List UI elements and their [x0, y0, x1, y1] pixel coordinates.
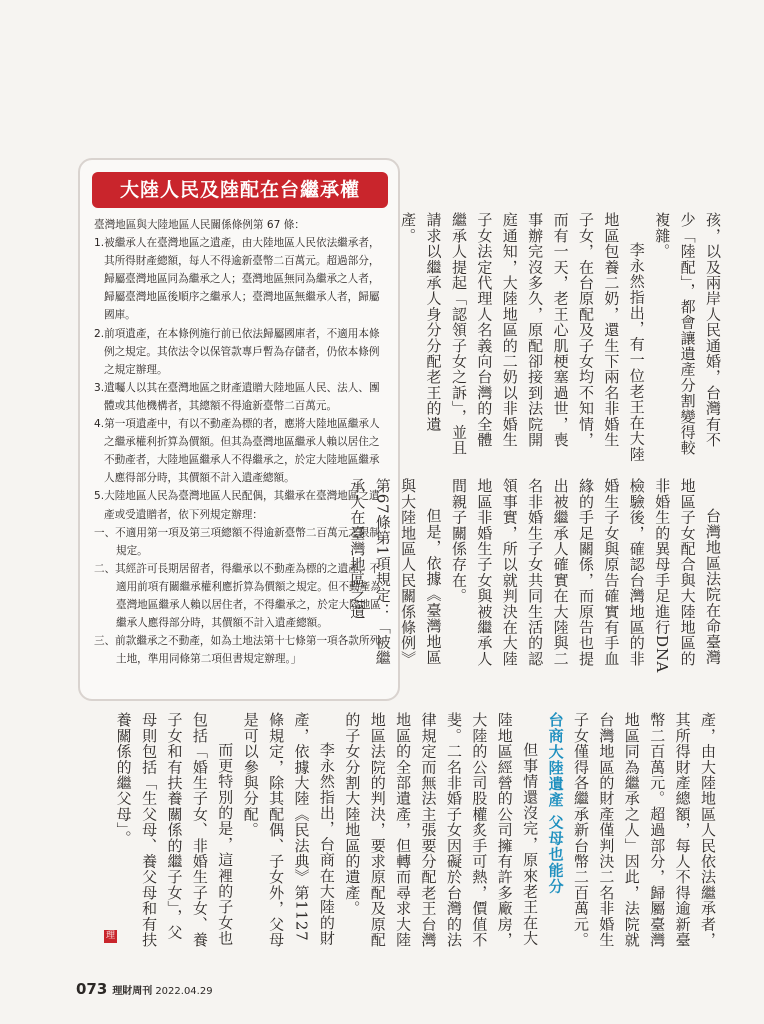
end-mark-icon: 理 [105, 931, 115, 941]
article-column-bottom [100, 712, 720, 952]
law-item: 3.遺囑人以其在臺灣地區之財產遺贈大陸地區人民、法人、團體或其他機構者，其總額不得逾新臺幣二百萬元。 [94, 381, 380, 412]
law-item: 2.前項遺產，在本條例施行前已依法歸屬國庫者，不適用本條例之規定。其依法令以保管款專戶暫為存儲者，仍依本條例之規定辦理。 [94, 327, 380, 376]
page-footer [76, 979, 213, 999]
article-paragraph: 台灣地區法院在命臺灣地區子女配合與大陸地區的非婚生的異母手足進行DNA檢驗後，確認台灣地區的非婚生子女與原告確實有手血緣的手足關係，而原告也提出被繼承人確實在大陸與二名非婚生子女共同生活的認領事實，所以就判決在大陸地區非婚生子女與被繼承人間親子關係存在。 [449, 478, 722, 674]
law-subitem: 一、不適用第一項及第三項總額不得逾新臺幣二百萬元之限制規定。 [94, 526, 381, 557]
sidebar-title: 大陸人民及陸配在台繼承權 [92, 172, 388, 208]
law-item: 4.第一項遺產中，有以不動產為標的者，應將大陸地區繼承人之繼承權利折算為價額。但其為臺灣地區繼承人賴以居住之不動產者，大陸地區繼承人不得繼承之，於定大陸地區繼承人應得部分時，其價額不計入遺產總額。 [94, 418, 380, 485]
article-paragraph: 李永然指出，有一位老王在大陸地區包養二奶，還生下兩名非婚生子女，在台原配及子女均不知情，而有一天，老王心肌梗塞過世，喪事辦完沒多久，原配卻接到法院開庭通知，大陸地區的二奶以非婚生子女法定代理人名義向台灣的全體繼承人提起「認領子女之訴」，並且請求以繼承人身分分配老王的遺產。 [399, 212, 646, 462]
page-number: 073 [76, 980, 108, 998]
article-paragraph: 但是，依據《臺灣地區與大陸地區人民關係條例》第67條第1項規定：「被繼承人在臺灣地區之遺 [348, 478, 443, 667]
article-column-middle [348, 478, 725, 678]
issue-date: 2022.04.29 [155, 986, 213, 997]
article-paragraph: 孩，以及兩岸人民通婚，台灣有不少「陸配」，都會讓遺產分割變得較複雜。 [653, 212, 722, 456]
article-paragraph: 但事情還沒完，原來老王在大陸地區經營的公司擁有許多廠房，大陸的公司股權炙手可熱，價值不斐。二名非婚子女因礙於台灣的法律規定而無法主張要分配老王台灣地區的全部遺產，但轉而尋求大陸地區法院的判決，要求原配及原配的子女分割大陸地區的遺產。 [343, 712, 540, 948]
section-subhead [542, 712, 567, 952]
subhead-text: 台商大陸遺產 父母也能分 [546, 712, 565, 895]
magazine-name: 理財周刊 [112, 986, 153, 997]
law-item: 5.大陸地區人民為臺灣地區人民配偶，其繼承在臺灣地區之遺產或受遺贈者，依下列規定辦理： [94, 490, 380, 521]
law-item: 1.被繼承人在臺灣地區之遺產，由大陸地區人民依法繼承者，其所得財產總額，每人不得逾新臺幣二百萬元。超過部分，歸屬臺灣地區同為繼承之人；臺灣地區無同為繼承之人者，歸屬臺灣地區後順序之繼承人；臺灣地區無繼承人者，歸屬國庫。 [94, 237, 380, 322]
article-paragraph: 而更特別的是，這裡的子女也包括「婚生子女、非婚生子女、養子女和有扶養關係的繼子女」，父母則包括「生父母、養父母和有扶養關係的繼父母」。 [114, 712, 235, 948]
law-subitem: 三、前款繼承之不動產，如為土地法第十七條第一項各款所列土地，準用同條第二項但書規定辦理。」 [94, 635, 381, 666]
article-paragraph: 李永然指出，台商在大陸的財產，依據大陸《民法典》第1127條規定，除其配偶、子女外，父母是可以參與分配。 [241, 712, 336, 948]
law-subitem: 二、其經許可長期居留者，得繼承以不動產為標的之遺產，不適用前項有關繼承權利應折算為價額之規定。但不動產為臺灣地區繼承人賴以居住者，不得繼承之，於定大陸地區繼承人應得部分時，其價額不計入遺產總額。 [94, 562, 381, 630]
article-column-top [399, 212, 725, 462]
sidebar-lead: 臺灣地區與大陸地區人民關係條例第 67 條： [94, 219, 305, 231]
article-paragraph: 產，由大陸地區人民依法繼承者，其所得財產總額，每人不得逾新臺幣二百萬元。超過部分，歸屬臺灣地區同為繼承之人」因此，法院就台灣地區的財產僅判決二名非婚生子女僅得各繼承新台幣二百萬元。 [571, 712, 717, 948]
